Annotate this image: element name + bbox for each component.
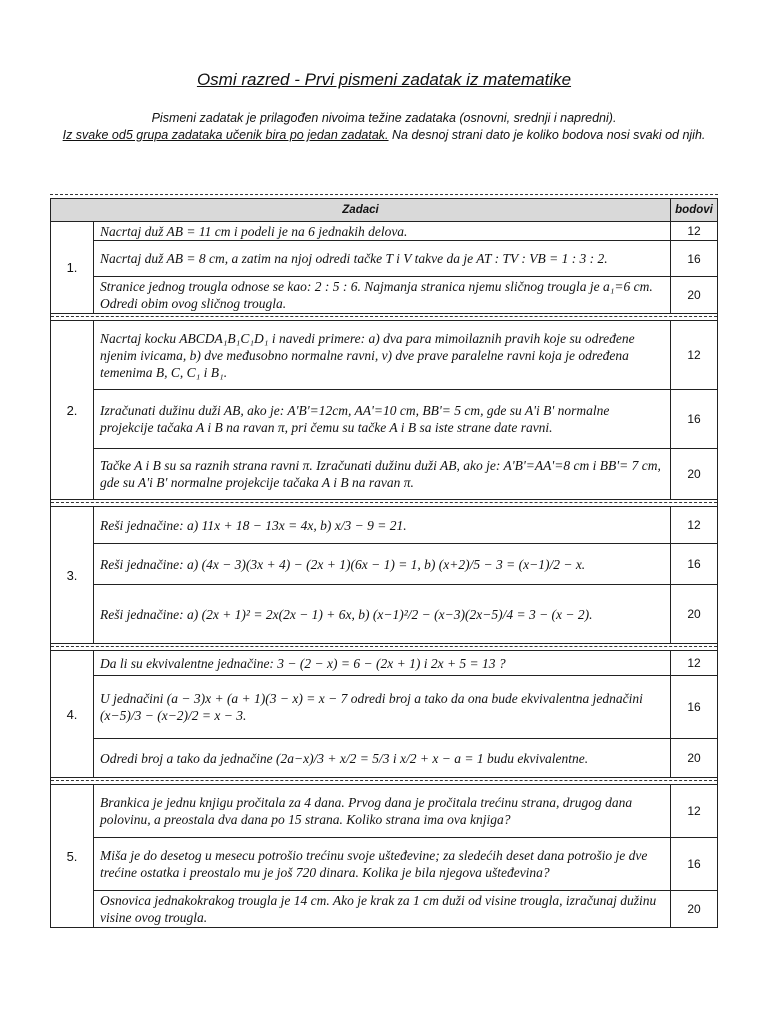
task-group-3 — [50, 506, 718, 644]
task-text: Reši jednačine: a) 11x + 18 − 13x = 4x, b) x/3 − 9 = 21. — [100, 517, 407, 533]
task-text: Miša je do desetog u mesecu potrošio trećinu svoje ušteđevine; za sledećih deset dana potrošio je dve trećine ostatka i preostalo mu je još 720 dinara. Kolika je bila njegova ušteđevina? — [100, 848, 648, 880]
task-row — [94, 890, 717, 927]
task-points: 20 — [687, 288, 701, 302]
task-group-1 — [50, 221, 718, 314]
task-row — [94, 448, 717, 499]
intro-text — [60, 110, 708, 144]
group-number: 1. — [51, 222, 94, 313]
task-row — [94, 276, 717, 313]
task-row — [94, 584, 717, 643]
task-text: Tačke A i B su sa raznih strana ravni π. Izračunati dužinu duži AB, ako je: A'B'=AA'=8 cm i BB'= 7 cm, gde su A'i B' normalne projekcije tačaka A i B na ravan π. — [100, 458, 661, 490]
group-number: 3. — [51, 507, 94, 643]
intro-underlined: Iz svake od5 grupa zadataka učenik bira po jedan zadatak. — [62, 128, 389, 142]
group-number: 4. — [51, 651, 94, 777]
header-points: bodovi — [675, 204, 713, 216]
table-header — [50, 198, 718, 221]
task-text: Odredi broj a tako da jednačine (2a−x)/3 + x/2 = 5/3 i x/2 + x − a = 1 budu ekvivalentne. — [100, 750, 589, 766]
task-points: 12 — [687, 656, 701, 670]
task-points: 12 — [687, 224, 701, 238]
task-points: 16 — [687, 412, 701, 426]
group-separator — [50, 500, 718, 506]
header-tasks: Zadaci — [51, 199, 671, 221]
task-row — [94, 651, 717, 675]
task-text: Nacrtaj duž AB = 11 cm i podeli je na 6 jednakih delova. — [100, 223, 408, 239]
task-points: 16 — [687, 557, 701, 571]
task-text: U jednačini (a − 3)x + (a + 1)(3 − x) = x − 7 odredi broj a tako da ona bude ekvivalentna jednačini (x−5)/3 − (x−2)/2 = x − 3. — [100, 691, 643, 723]
task-row — [94, 837, 717, 890]
task-points: 16 — [687, 857, 701, 871]
task-row — [94, 389, 717, 448]
group-separator — [50, 778, 718, 784]
task-points: 12 — [687, 348, 701, 362]
task-points: 20 — [687, 902, 701, 916]
task-row — [94, 738, 717, 777]
task-points: 16 — [687, 251, 701, 266]
task-group-4 — [50, 650, 718, 778]
group-separator — [50, 314, 718, 320]
task-row — [94, 222, 717, 240]
intro-rest: Na desnoj strani dato je koliko bodova nosi svaki od njih. — [388, 128, 706, 142]
task-row — [94, 240, 717, 276]
task-points: 20 — [687, 751, 701, 765]
task-points: 12 — [687, 804, 701, 818]
tasks-table — [50, 194, 718, 928]
group-number: 2. — [51, 321, 94, 499]
task-text: Da li su ekvivalentne jednačine: 3 − (2 − x) = 6 − (2x + 1) i 2x + 5 = 13 ? — [100, 655, 506, 671]
intro-line-2 — [60, 127, 708, 144]
task-text: Izračunati dužinu duži AB, ako je: A'B'=12cm, AA'=10 cm, BB'= 5 cm, gde su A'i B' normalne projekcije tačaka A i B na ravan π, pri čemu su tačke A i B sa iste strane date ravni. — [100, 403, 610, 435]
task-row — [94, 321, 717, 389]
task-row — [94, 675, 717, 738]
task-text: Stranice jednog trougla odnose se kao: 2 : 5 : 6. Najmanja stranica njemu sličnog trougla je a₁=6 cm. Odredi obim ovog sličnog trougla. — [100, 279, 653, 311]
group-separator — [50, 644, 718, 650]
task-points: 20 — [687, 607, 701, 621]
task-points: 12 — [687, 518, 701, 532]
task-row — [94, 543, 717, 584]
task-text: Reši jednačine: a) (2x + 1)² = 2x(2x − 1) + 6x, b) (x−1)²/2 − (x−3)(2x−5)/4 = 3 − (x − 2). — [100, 606, 593, 622]
task-row — [94, 785, 717, 837]
group-number: 5. — [51, 785, 94, 927]
task-text: Brankica je jednu knjigu pročitala za 4 dana. Prvog dana je pročitala trećinu strana, drugog dana polovinu, a preostala dva dana po 15 strana. Koliko strana ima ova knjiga? — [100, 795, 633, 827]
intro-line-1: Pismeni zadatak je prilagođen nivoima težine zadataka (osnovni, srednji i napredni). — [151, 111, 617, 125]
page-title: Osmi razred - Prvi pismeni zadatak iz matematike — [196, 70, 572, 89]
task-row — [94, 507, 717, 543]
task-text: Osnovica jednakokrakog trougla je 14 cm. Ako je krak za 1 cm duži od visine trougla, izračunaj dužinu visine ovog trougla. — [100, 893, 657, 925]
task-text: Reši jednačine: a) (4x − 3)(3x + 4) − (2x + 1)(6x − 1) = 1, b) (x+2)/5 − 3 = (x−1)/2 − x. — [100, 556, 586, 572]
task-points: 20 — [687, 467, 701, 481]
task-points: 16 — [687, 700, 701, 714]
task-text: Nacrtaj kocku ABCDA₁B₁C₁D₁ i navedi primere: a) dva para mimoilaznih pravih koje su određene njenim ivicama, b) dve međusobno normalne ravni, v) dve prave paralelne ravni koja je određena temenima B, C, C₁ i B₁. — [100, 330, 635, 380]
task-group-5 — [50, 784, 718, 928]
task-text: Nacrtaj duž AB = 8 cm, a zatim na njoj odredi tačke T i V takve da je AT : TV : VB = 1 : 3 : 2. — [100, 251, 608, 266]
task-group-2 — [50, 320, 718, 500]
